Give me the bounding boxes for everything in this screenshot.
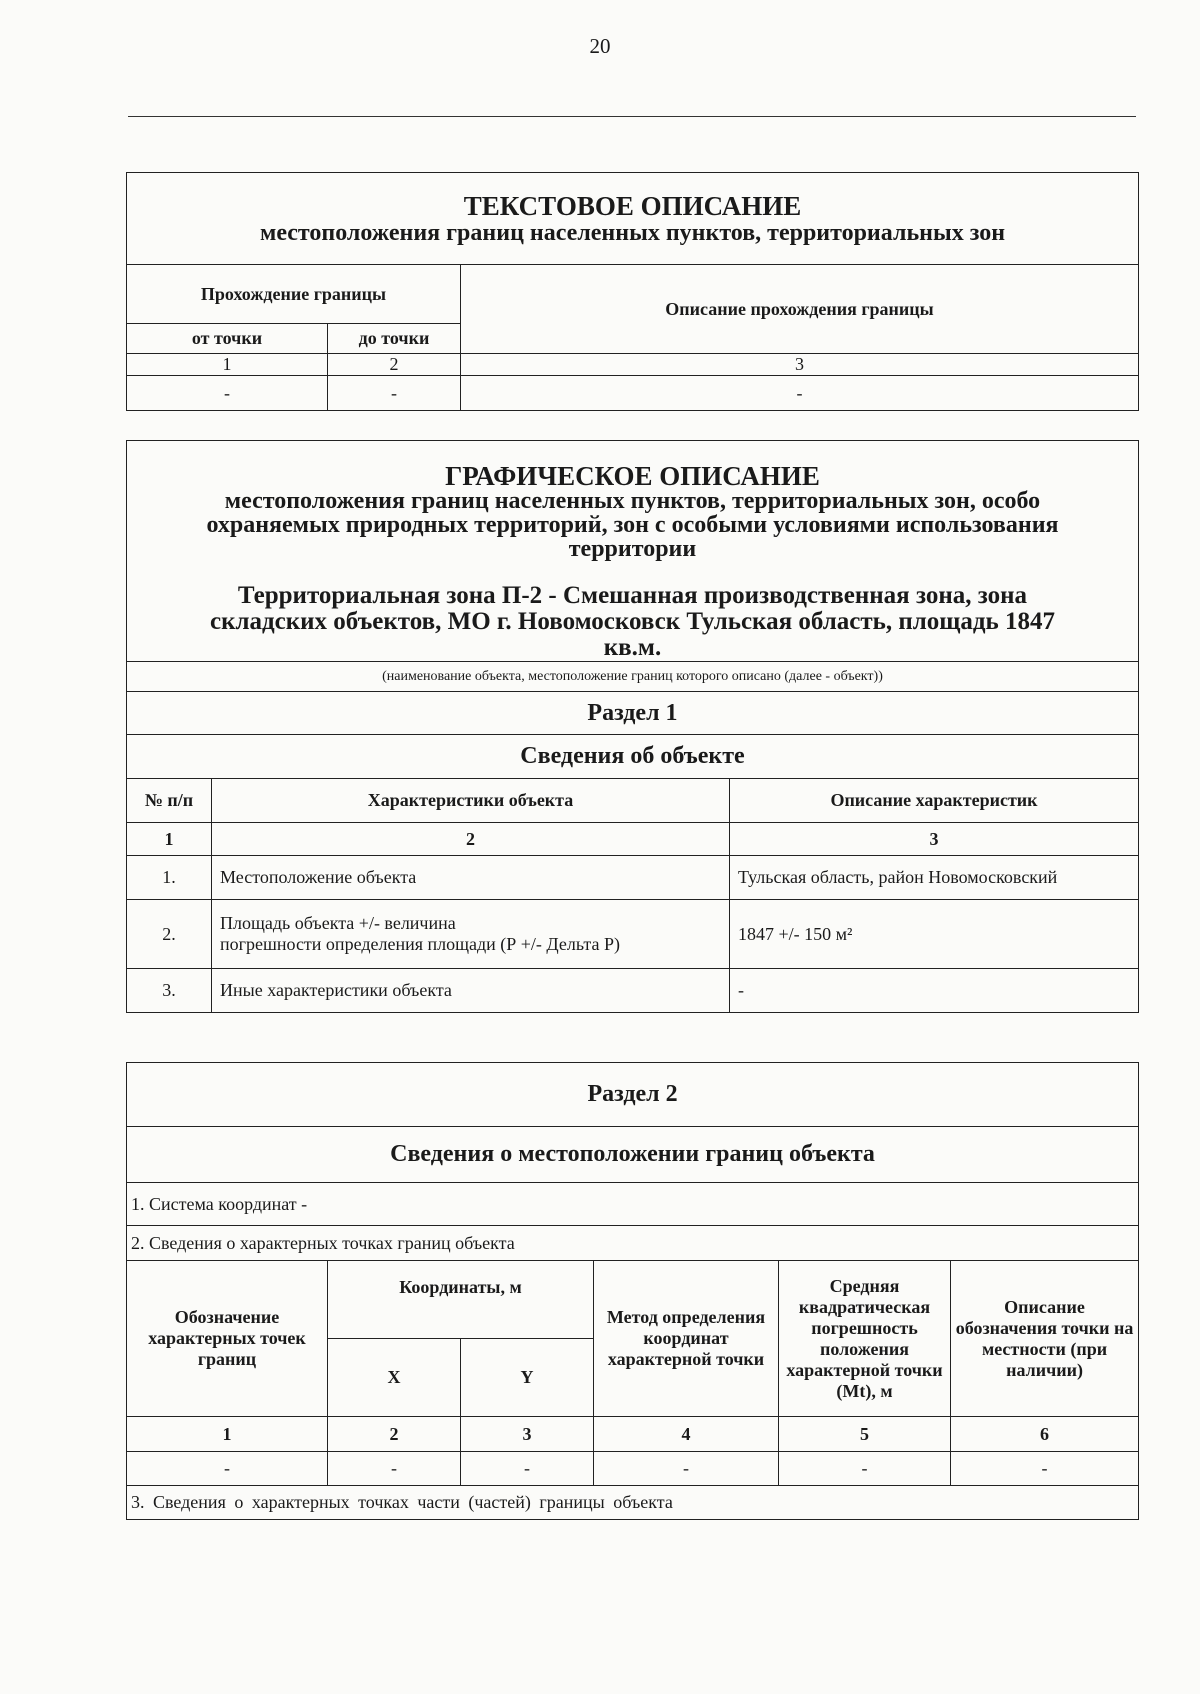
graphic-subtitle-line: местоположения границ населенных пунктов, территориальных зон, особо [224, 488, 1041, 514]
row-number: 1. [127, 856, 212, 900]
num-cell: 2 [212, 823, 730, 856]
table-cell: - [328, 376, 461, 411]
table-cell: - [127, 376, 328, 411]
num-cell: 3 [461, 1417, 594, 1452]
section-2-heading: Раздел 2 [127, 1063, 1139, 1127]
num-cell: 3 [730, 823, 1139, 856]
col-characteristic-desc: Описание характеристик [730, 779, 1139, 823]
section-1-title: Сведения об объекте [127, 735, 1139, 779]
table-cell: - [328, 1452, 461, 1486]
object-name-line: кв.м. [603, 634, 662, 661]
section-2-title: Сведения о местоположении границ объекта [127, 1127, 1139, 1183]
header-divider [128, 116, 1136, 117]
graphic-description-table [126, 440, 1139, 1013]
num-cell: 2 [328, 354, 461, 376]
object-name-line: Территориальная зона П-2 - Смешанная производственная зона, зона [237, 582, 1028, 609]
coordinate-system-item: 1. Система координат - [127, 1183, 1139, 1226]
num-cell: 2 [328, 1417, 461, 1452]
text-description-title: ТЕКСТОВОЕ ОПИСАНИЕ [463, 190, 802, 221]
num-cell: 1 [127, 1417, 328, 1452]
col-characteristic: Характеристики объекта [212, 779, 730, 823]
characteristic-line: Площадь объекта +/- величина [220, 913, 456, 933]
col-method: Метод определения координат характерной точки [594, 1261, 779, 1417]
table-cell: - [951, 1452, 1139, 1486]
num-cell: 3 [461, 354, 1139, 376]
characteristic-cell: Местоположение объекта [212, 856, 730, 900]
description-cell: 1847 +/- 150 м² [730, 900, 1139, 969]
col-y: Y [461, 1339, 594, 1417]
characteristic-points-item: 2. Сведения о характерных точках границ объекта [127, 1226, 1139, 1261]
table-cell: - [127, 1452, 328, 1486]
col-point-description: Описание обозначения точки на местности (при наличии) [951, 1261, 1139, 1417]
graphic-subtitle-line: территории [568, 536, 697, 562]
col-to: до точки [328, 324, 461, 354]
characteristic-cell [212, 900, 730, 969]
table-cell: - [461, 376, 1139, 411]
col-coordinates: Координаты, м [328, 1261, 594, 1339]
characteristic-line: погрешности определения площади (Р +/- Дельта Р) [220, 934, 620, 954]
table-cell: - [461, 1452, 594, 1486]
section-2-table [126, 1062, 1139, 1520]
num-cell: 6 [951, 1417, 1139, 1452]
table-cell: - [779, 1452, 951, 1486]
graphic-subtitle-line: охраняемых природных территорий, зон с особыми условиями использования [206, 512, 1059, 538]
graphic-description-title: ГРАФИЧЕСКОЕ ОПИСАНИЕ [445, 461, 820, 491]
num-cell: 5 [779, 1417, 951, 1452]
page-number: 20 [589, 34, 611, 58]
description-cell: - [730, 969, 1139, 1013]
object-name-line: складских объектов, МО г. Новомосковск Тульская область, площадь 1847 [209, 608, 1056, 635]
table-cell: - [594, 1452, 779, 1486]
num-cell: 4 [594, 1417, 779, 1452]
col-passage: Прохождение границы [127, 265, 461, 324]
row-number: 3. [127, 969, 212, 1013]
description-cell: Тульская область, район Новомосковский [730, 856, 1139, 900]
col-x: X [328, 1339, 461, 1417]
graphic-description-header [127, 441, 1139, 662]
num-cell: 1 [127, 354, 328, 376]
text-description-table [126, 172, 1139, 411]
part-points-item: 3. Сведения о характерных точках части (частей) границы объекта [127, 1486, 1139, 1520]
characteristic-cell: Иные характеристики объекта [212, 969, 730, 1013]
object-caption: (наименование объекта, местоположение границ которого описано (далее - объект)) [127, 662, 1139, 692]
col-num: № п/п [127, 779, 212, 823]
col-mean-error: Средняя квадратическая погрешность положения характерной точки (Mt), м [779, 1261, 951, 1417]
row-number: 2. [127, 900, 212, 969]
col-from: от точки [127, 324, 328, 354]
col-designation: Обозначение характерных точек границ [127, 1261, 328, 1417]
text-description-header [127, 173, 1139, 265]
col-description: Описание прохождения границы [461, 265, 1139, 354]
num-cell: 1 [127, 823, 212, 856]
section-1-heading: Раздел 1 [127, 692, 1139, 735]
text-description-subtitle: местоположения границ населенных пунктов, территориальных зон [259, 219, 1006, 246]
